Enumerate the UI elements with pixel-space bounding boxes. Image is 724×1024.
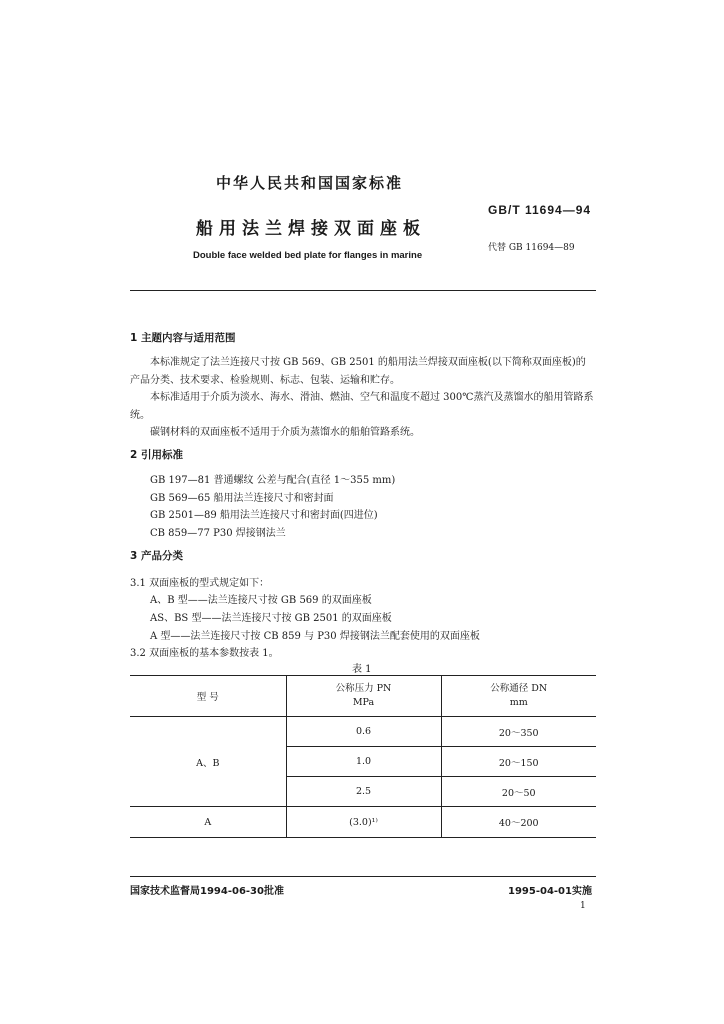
table-row <box>130 807 596 838</box>
table-header-type: 型 号 <box>130 676 286 717</box>
effective-date: 1995-04-01实施 <box>508 886 592 897</box>
section-3-heading: 3 产品分类 <box>130 550 183 562</box>
table-cell-diameter: 20～50 <box>441 777 596 807</box>
pressure-label: 公称压力 PN <box>335 683 392 694</box>
section-2-heading: 2 引用标准 <box>130 449 183 461</box>
section-1-paragraph-2-cont: 统。 <box>130 410 150 421</box>
table-header-row <box>130 676 596 717</box>
table-cell-pressure: (3.0)¹⁾ <box>286 807 441 838</box>
standard-organization: 中华人民共和国国家标准 <box>216 174 404 192</box>
type-item: A 型——法兰连接尺寸按 CB 859 与 P30 焊接钢法兰配套使用的双面座板 <box>150 631 480 642</box>
type-item: AS、BS 型——法兰连接尺寸按 GB 2501 的双面座板 <box>150 613 392 624</box>
diameter-unit: mm <box>509 697 528 708</box>
section-1-paragraph-1-cont: 产品分类、技术要求、检验规则、标志、包装、运输和贮存。 <box>130 375 400 386</box>
parameter-table <box>130 675 596 838</box>
document-title-english: Double face welded bed plate for flanges in marine <box>193 250 423 261</box>
diameter-label: 公称通径 DN <box>490 683 548 694</box>
section-1-paragraph-1: 本标准规定了法兰连接尺寸按 GB 569、GB 2501 的船用法兰焊接双面座板(以下简称双面座板)的 <box>150 357 586 368</box>
standard-number: GB/T 11694—94 <box>488 203 592 217</box>
table-cell-type: A <box>130 807 286 838</box>
replaces-note: 代替 GB 11694—89 <box>488 243 575 253</box>
table-caption: 表 1 <box>352 664 372 675</box>
table-cell-pressure: 0.6 <box>286 717 441 747</box>
reference-item: GB 569—65 船用法兰连接尺寸和密封面 <box>150 493 334 504</box>
section-1-paragraph-2: 本标准适用于介质为淡水、海水、滑油、燃油、空气和温度不超过 300℃蒸汽及蒸馏水的船用管路系 <box>150 392 594 403</box>
table-cell-type: A、B <box>130 717 286 807</box>
reference-item: GB 2501—89 船用法兰连接尺寸和密封面(四进位) <box>150 510 378 521</box>
footer-rule <box>130 876 596 877</box>
table-row <box>130 717 596 747</box>
table-header-diameter <box>441 676 596 717</box>
document-title: 船用法兰焊接双面座板 <box>196 219 426 239</box>
table-cell-diameter: 20～350 <box>441 717 596 747</box>
approval-date: 国家技术监督局1994-06-30批准 <box>130 886 284 897</box>
page-number: 1 <box>580 901 586 911</box>
table-header-pressure <box>286 676 441 717</box>
table-cell-diameter: 40～200 <box>441 807 596 838</box>
table-cell-pressure: 2.5 <box>286 777 441 807</box>
reference-item: GB 197—81 普通螺纹 公差与配合(直径 1～355 mm) <box>150 475 396 486</box>
clause-3-1: 3.1 双面座板的型式规定如下： <box>130 578 270 589</box>
header-rule <box>130 290 596 291</box>
section-1-heading: 1 主题内容与适用范围 <box>130 332 236 344</box>
reference-item: CB 859—77 P30 焊接钢法兰 <box>150 528 286 539</box>
pressure-unit: MPa <box>352 697 375 708</box>
type-item: A、B 型——法兰连接尺寸按 GB 569 的双面座板 <box>150 595 372 606</box>
table-cell-diameter: 20～150 <box>441 747 596 777</box>
section-1-paragraph-3: 碳钢材料的双面座板不适用于介质为蒸馏水的船舶管路系统。 <box>150 427 420 438</box>
table-cell-pressure: 1.0 <box>286 747 441 777</box>
clause-3-2: 3.2 双面座板的基本参数按表 1。 <box>130 648 279 659</box>
